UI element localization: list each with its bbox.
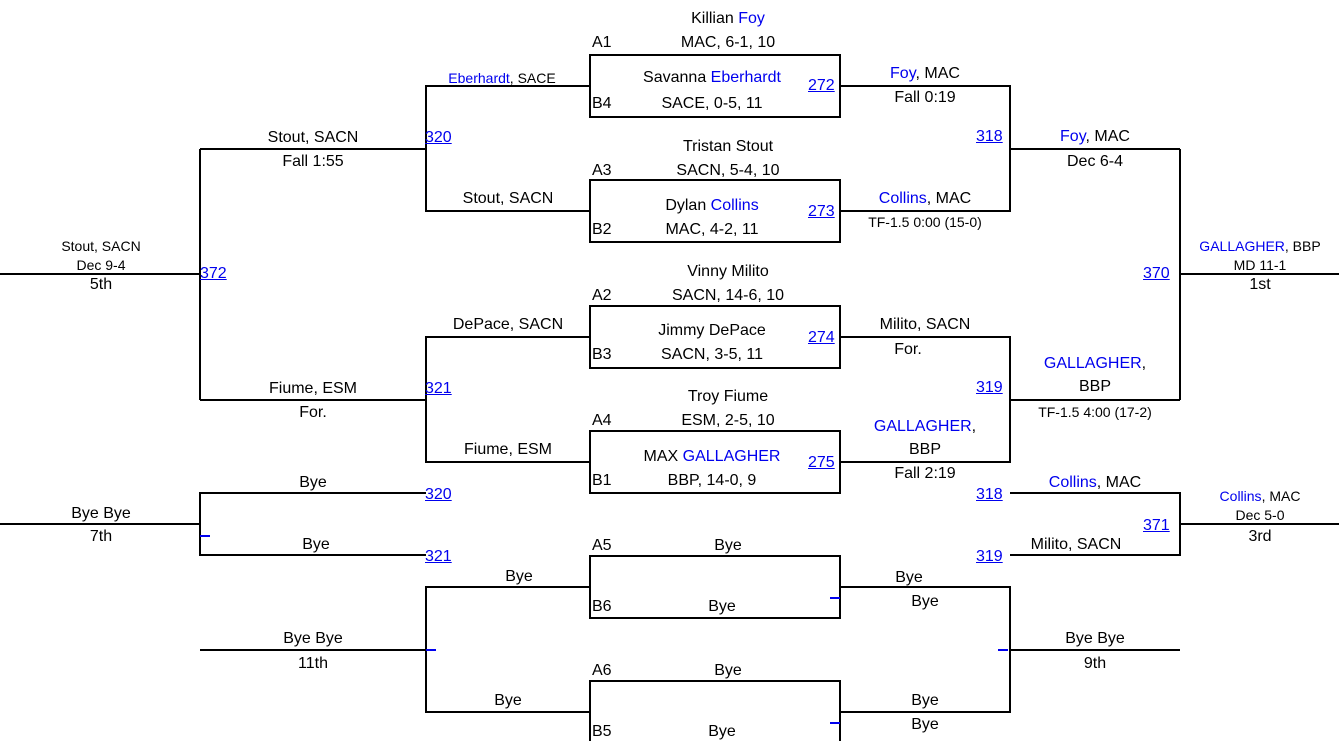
third-winner: Collins, MAC — [1219, 488, 1301, 504]
slot-B4: B4 — [592, 95, 612, 112]
bout-link-273[interactable]: 273 — [808, 203, 835, 220]
bout-link-320[interactable]: 320 — [425, 129, 452, 146]
fifth-place-label: 5th — [89, 276, 113, 293]
slot-A5: A5 — [592, 537, 612, 554]
final-result: MD 11-1 — [1233, 257, 1287, 273]
slot-B5: B5 — [592, 723, 612, 740]
wrestler-b3-name: Jimmy DePace — [658, 322, 766, 339]
qf4-winner-name: GALLAGHER, — [873, 418, 977, 435]
bye-b6: Bye — [708, 598, 736, 615]
bye-box-1-marker — [830, 597, 840, 599]
bye-right-1-top: Bye — [895, 569, 923, 586]
ninth-winner: Bye Bye — [1065, 630, 1125, 647]
bye-box-2-marker — [830, 722, 840, 724]
wrestler-b4-name: Savanna Eberhardt — [643, 69, 781, 86]
eleventh-bout-marker — [426, 649, 436, 651]
wrestler-b2-lastname: Collins — [710, 197, 759, 214]
third-bottom-entry: Milito, SACN — [1030, 536, 1122, 553]
seventh-top: Bye — [299, 474, 327, 491]
bye-right-1-bottom: Bye — [911, 593, 939, 610]
wrestler-a2-name: Vinny Milito — [687, 263, 769, 280]
wrestler-a3-info: SACN, 5-4, 10 — [676, 162, 780, 179]
ninth-bout-marker — [998, 649, 1008, 651]
wrestler-b2-info: MAC, 4-2, 11 — [665, 221, 759, 238]
first-place-label: 1st — [1249, 276, 1271, 293]
bye-right-2-bottom: Bye — [911, 716, 939, 733]
slot-A6: A6 — [592, 662, 612, 679]
qf3-result: For. — [894, 341, 922, 358]
wrestler-a4-info: ESM, 2-5, 10 — [681, 412, 775, 429]
wrestler-b1-name: MAX GALLAGHER — [643, 448, 781, 465]
cons-r1a-winner: Eberhardt, SACE — [448, 70, 556, 86]
wrestler-a3-name: Tristan Stout — [682, 138, 774, 155]
final-winner: GALLAGHER, BBP — [1199, 238, 1321, 254]
bye-left-1-winner: Bye — [505, 568, 533, 585]
eleventh-winner: Bye Bye — [283, 630, 343, 647]
wrestler-b2-name: Dylan Collins — [665, 197, 759, 214]
qf2-result: TF-1.5 0:00 (15-0) — [868, 214, 982, 230]
wrestler-b1-info: BBP, 14-0, 9 — [667, 472, 757, 489]
cons-sf1-winner: Stout, SACN — [267, 129, 359, 146]
third-place-label: 3rd — [1248, 528, 1272, 545]
sf2-result: TF-1.5 4:00 (17-2) — [1038, 404, 1152, 420]
bye-a6: Bye — [714, 662, 742, 679]
wrestler-a2-info: SACN, 14-6, 10 — [671, 287, 785, 304]
qf2-winner: Collins, MAC — [878, 190, 972, 207]
bout-link-370[interactable]: 370 — [1143, 265, 1170, 282]
bye-a5: Bye — [714, 537, 742, 554]
seventh-bout-marker — [200, 535, 210, 537]
qf1-winner: Foy, MAC — [890, 65, 960, 82]
slot-A3: A3 — [592, 162, 612, 179]
wrestler-b1-lastname: GALLAGHER — [682, 448, 781, 465]
bout-link-319-third[interactable]: 319 — [976, 548, 1003, 565]
seventh-place-label: 7th — [89, 528, 113, 545]
qf3-winner: Milito, SACN — [879, 316, 971, 333]
sf1-winner: Foy, MAC — [1060, 128, 1130, 145]
cons-r1d-winner: Fiume, ESM — [463, 441, 553, 458]
slot-B6: B6 — [592, 598, 612, 615]
cons-r1c-winner: DePace, SACN — [452, 316, 564, 333]
bye-left-2-winner: Bye — [494, 692, 522, 709]
slot-A1: A1 — [592, 34, 612, 51]
wrestler-b4-lastname: Eberhardt — [710, 69, 781, 86]
slot-A2: A2 — [592, 287, 612, 304]
bout-link-319[interactable]: 319 — [976, 379, 1003, 396]
seventh-winner: Bye Bye — [71, 505, 131, 522]
bye-b5: Bye — [708, 723, 736, 740]
bout-link-321[interactable]: 321 — [425, 380, 452, 397]
bout-link-371[interactable]: 371 — [1143, 517, 1170, 534]
eleventh-place-label: 11th — [298, 655, 328, 672]
qf4-winner-team: BBP — [908, 441, 942, 458]
sf1-result: Dec 6-4 — [1066, 153, 1124, 170]
bye-right-2-top: Bye — [911, 692, 939, 709]
fifth-result: Dec 9-4 — [76, 257, 126, 273]
bout-link-318-third[interactable]: 318 — [976, 486, 1003, 503]
third-top-entry: Collins, MAC — [1048, 474, 1142, 491]
bout-link-321-seventh[interactable]: 321 — [425, 548, 452, 565]
wrestler-a1-name: Killian Foy — [691, 10, 765, 27]
slot-B3: B3 — [592, 346, 612, 363]
cons-sf2-result: For. — [299, 404, 327, 421]
bout-link-372[interactable]: 372 — [200, 265, 227, 282]
bout-link-318[interactable]: 318 — [976, 128, 1003, 145]
slot-B2: B2 — [592, 221, 612, 238]
qf1-result: Fall 0:19 — [894, 89, 956, 106]
cons-sf1-result: Fall 1:55 — [282, 153, 344, 170]
bout-link-320-seventh[interactable]: 320 — [425, 486, 452, 503]
bout-link-274[interactable]: 274 — [808, 329, 835, 346]
bout-link-272[interactable]: 272 — [808, 77, 835, 94]
bout-link-275[interactable]: 275 — [808, 454, 835, 471]
wrestler-b3-info: SACN, 3-5, 11 — [661, 346, 763, 363]
fifth-winner: Stout, SACN — [61, 238, 141, 254]
third-result: Dec 5-0 — [1235, 507, 1285, 523]
cons-r1b-winner: Stout, SACN — [462, 190, 554, 207]
ninth-place-label: 9th — [1083, 655, 1107, 672]
sf2-winner-team: BBP — [1078, 378, 1112, 395]
slot-A4: A4 — [592, 412, 612, 429]
qf4-result: Fall 2:19 — [894, 465, 956, 482]
slot-B1: B1 — [592, 472, 612, 489]
wrestler-b4-info: SACE, 0-5, 11 — [661, 95, 763, 112]
wrestler-a1-lastname: Foy — [738, 10, 765, 27]
sf2-winner-name: GALLAGHER, — [1043, 355, 1147, 372]
wrestler-a1-info: MAC, 6-1, 10 — [680, 34, 776, 51]
seventh-bottom: Bye — [302, 536, 330, 553]
cons-sf2-winner: Fiume, ESM — [268, 380, 358, 397]
wrestler-a4-name: Troy Fiume — [687, 388, 769, 405]
